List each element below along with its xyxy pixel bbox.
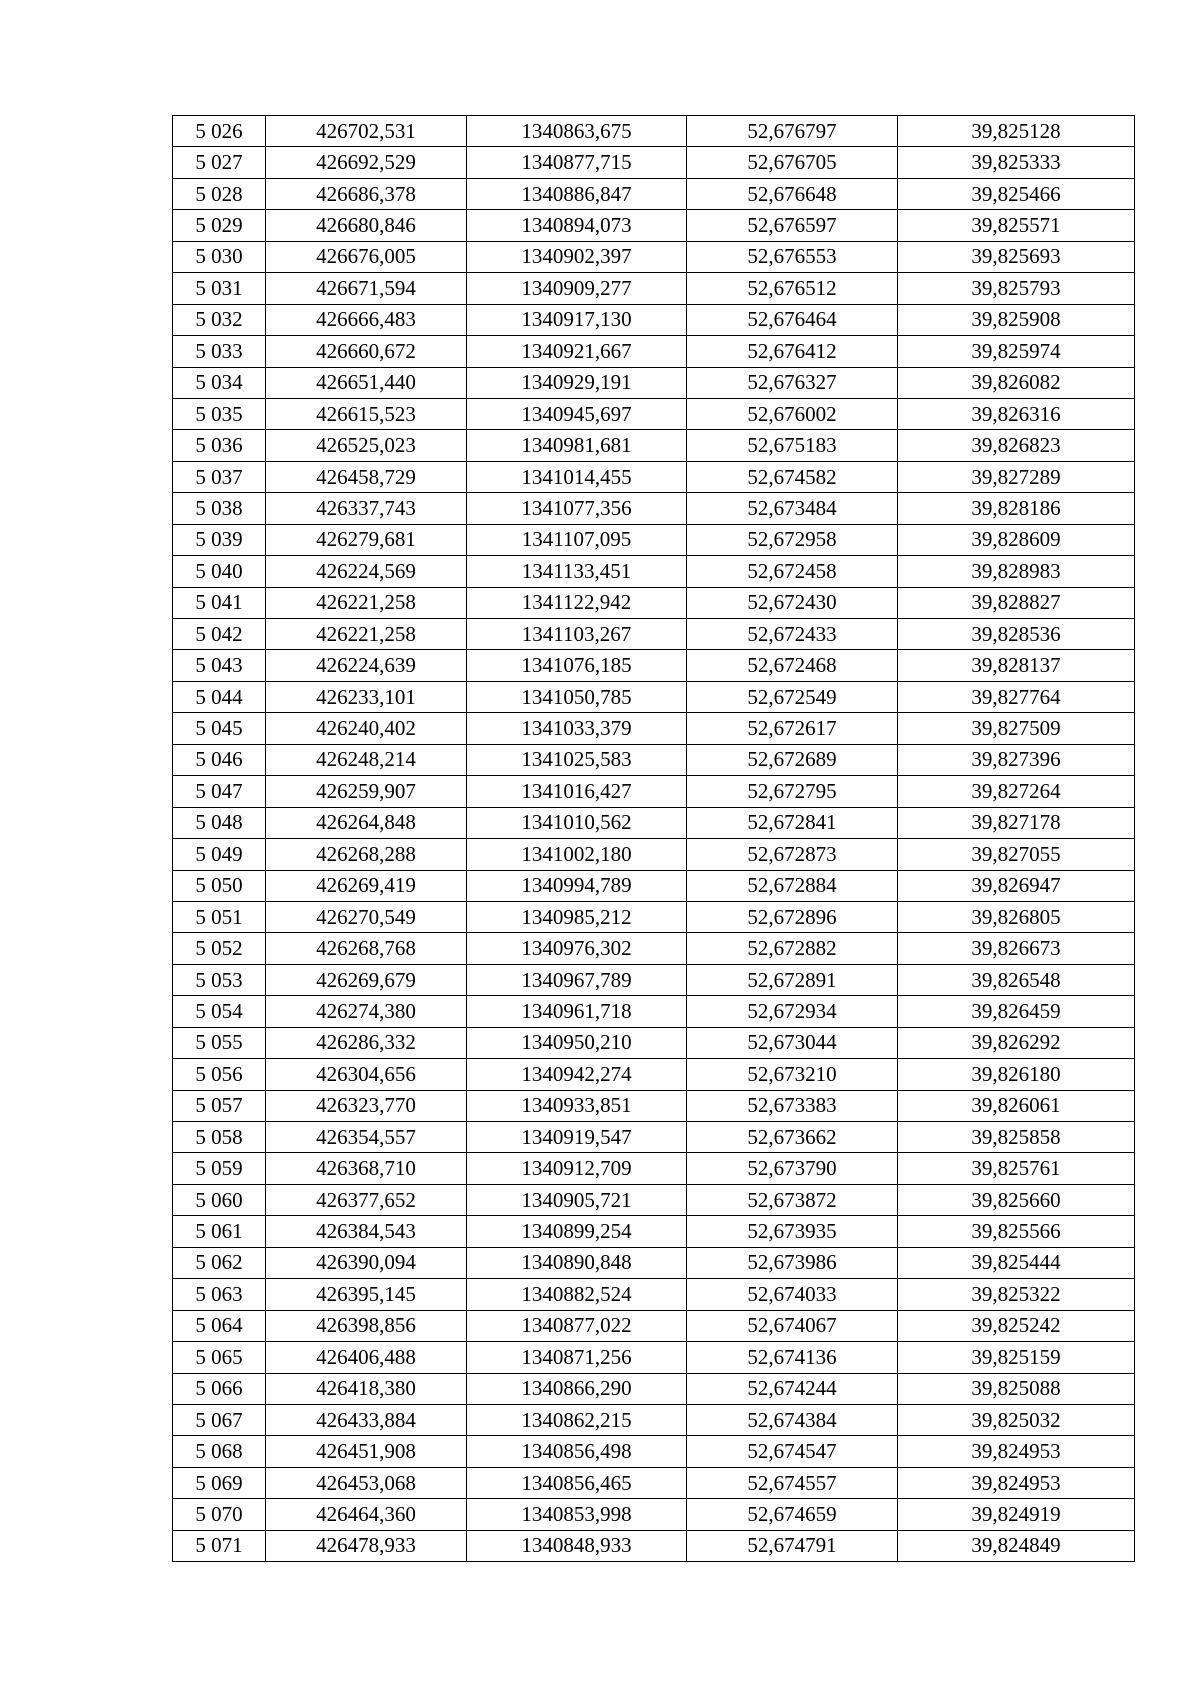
y-coordinate-cell: 1340877,022 [467, 1310, 687, 1341]
y-coordinate-cell: 1340981,681 [467, 430, 687, 461]
y-coordinate-cell: 1340862,215 [467, 1404, 687, 1435]
y-coordinate-cell: 1340899,254 [467, 1216, 687, 1247]
point-number-cell: 5 045 [173, 713, 266, 744]
y-coordinate-cell: 1340848,933 [467, 1530, 687, 1561]
point-number-cell: 5 070 [173, 1499, 266, 1530]
point-number-cell: 5 031 [173, 273, 266, 304]
y-coordinate-cell: 1340929,191 [467, 367, 687, 398]
longitude-cell: 39,826548 [898, 964, 1135, 995]
longitude-cell: 39,825858 [898, 1122, 1135, 1153]
x-coordinate-cell: 426269,679 [266, 964, 467, 995]
y-coordinate-cell: 1340863,675 [467, 116, 687, 147]
longitude-cell: 39,826459 [898, 996, 1135, 1027]
latitude-cell: 52,673210 [687, 1059, 898, 1090]
latitude-cell: 52,674033 [687, 1279, 898, 1310]
table-row [173, 964, 1135, 995]
longitude-cell: 39,827264 [898, 776, 1135, 807]
x-coordinate-cell: 426377,652 [266, 1184, 467, 1215]
x-coordinate-cell: 426233,101 [266, 681, 467, 712]
latitude-cell: 52,672433 [687, 619, 898, 650]
longitude-cell: 39,825032 [898, 1404, 1135, 1435]
x-coordinate-cell: 426337,743 [266, 493, 467, 524]
y-coordinate-cell: 1340912,709 [467, 1153, 687, 1184]
x-coordinate-cell: 426240,402 [266, 713, 467, 744]
latitude-cell: 52,673935 [687, 1216, 898, 1247]
table-row [173, 1090, 1135, 1121]
y-coordinate-cell: 1341002,180 [467, 839, 687, 870]
latitude-cell: 52,674067 [687, 1310, 898, 1341]
table-row [173, 1404, 1135, 1435]
table-row [173, 524, 1135, 555]
latitude-cell: 52,676512 [687, 273, 898, 304]
y-coordinate-cell: 1341077,356 [467, 493, 687, 524]
x-coordinate-cell: 426274,380 [266, 996, 467, 1027]
latitude-cell: 52,676648 [687, 178, 898, 209]
point-number-cell: 5 056 [173, 1059, 266, 1090]
table-row [173, 744, 1135, 775]
x-coordinate-cell: 426406,488 [266, 1342, 467, 1373]
x-coordinate-cell: 426224,569 [266, 556, 467, 587]
coordinates-table [172, 115, 1135, 1562]
longitude-cell: 39,825088 [898, 1373, 1135, 1404]
longitude-cell: 39,825660 [898, 1184, 1135, 1215]
latitude-cell: 52,674244 [687, 1373, 898, 1404]
y-coordinate-cell: 1340856,498 [467, 1436, 687, 1467]
y-coordinate-cell: 1340919,547 [467, 1122, 687, 1153]
latitude-cell: 52,676705 [687, 147, 898, 178]
longitude-cell: 39,825466 [898, 178, 1135, 209]
table-row [173, 996, 1135, 1027]
longitude-cell: 39,825159 [898, 1342, 1135, 1373]
table-row [173, 776, 1135, 807]
latitude-cell: 52,673662 [687, 1122, 898, 1153]
x-coordinate-cell: 426660,672 [266, 336, 467, 367]
latitude-cell: 52,673484 [687, 493, 898, 524]
longitude-cell: 39,825128 [898, 116, 1135, 147]
latitude-cell: 52,674547 [687, 1436, 898, 1467]
table-row [173, 1122, 1135, 1153]
y-coordinate-cell: 1340905,721 [467, 1184, 687, 1215]
x-coordinate-cell: 426692,529 [266, 147, 467, 178]
longitude-cell: 39,825566 [898, 1216, 1135, 1247]
x-coordinate-cell: 426458,729 [266, 461, 467, 492]
point-number-cell: 5 063 [173, 1279, 266, 1310]
point-number-cell: 5 064 [173, 1310, 266, 1341]
table-row [173, 587, 1135, 618]
x-coordinate-cell: 426270,549 [266, 901, 467, 932]
longitude-cell: 39,824953 [898, 1467, 1135, 1498]
x-coordinate-cell: 426680,846 [266, 210, 467, 241]
x-coordinate-cell: 426269,419 [266, 870, 467, 901]
point-number-cell: 5 047 [173, 776, 266, 807]
table-row [173, 367, 1135, 398]
x-coordinate-cell: 426676,005 [266, 241, 467, 272]
y-coordinate-cell: 1340961,718 [467, 996, 687, 1027]
y-coordinate-cell: 1340886,847 [467, 178, 687, 209]
y-coordinate-cell: 1341010,562 [467, 807, 687, 838]
latitude-cell: 52,674136 [687, 1342, 898, 1373]
longitude-cell: 39,828609 [898, 524, 1135, 555]
longitude-cell: 39,827289 [898, 461, 1135, 492]
x-coordinate-cell: 426464,360 [266, 1499, 467, 1530]
x-coordinate-cell: 426384,543 [266, 1216, 467, 1247]
latitude-cell: 52,672896 [687, 901, 898, 932]
longitude-cell: 39,825974 [898, 336, 1135, 367]
y-coordinate-cell: 1341033,379 [467, 713, 687, 744]
y-coordinate-cell: 1340945,697 [467, 398, 687, 429]
point-number-cell: 5 052 [173, 933, 266, 964]
x-coordinate-cell: 426433,884 [266, 1404, 467, 1435]
longitude-cell: 39,826673 [898, 933, 1135, 964]
y-coordinate-cell: 1341076,185 [467, 650, 687, 681]
y-coordinate-cell: 1341014,455 [467, 461, 687, 492]
latitude-cell: 52,676327 [687, 367, 898, 398]
table-row [173, 147, 1135, 178]
x-coordinate-cell: 426390,094 [266, 1247, 467, 1278]
longitude-cell: 39,826316 [898, 398, 1135, 429]
x-coordinate-cell: 426279,681 [266, 524, 467, 555]
table-row [173, 336, 1135, 367]
longitude-cell: 39,827396 [898, 744, 1135, 775]
x-coordinate-cell: 426702,531 [266, 116, 467, 147]
longitude-cell: 39,827509 [898, 713, 1135, 744]
table-row [173, 1184, 1135, 1215]
longitude-cell: 39,826292 [898, 1027, 1135, 1058]
table-row [173, 1436, 1135, 1467]
longitude-cell: 39,828137 [898, 650, 1135, 681]
table-row [173, 1216, 1135, 1247]
latitude-cell: 52,672882 [687, 933, 898, 964]
latitude-cell: 52,673872 [687, 1184, 898, 1215]
longitude-cell: 39,826947 [898, 870, 1135, 901]
point-number-cell: 5 036 [173, 430, 266, 461]
x-coordinate-cell: 426268,288 [266, 839, 467, 870]
point-number-cell: 5 061 [173, 1216, 266, 1247]
y-coordinate-cell: 1340882,524 [467, 1279, 687, 1310]
point-number-cell: 5 050 [173, 870, 266, 901]
table-row [173, 681, 1135, 712]
longitude-cell: 39,825333 [898, 147, 1135, 178]
point-number-cell: 5 053 [173, 964, 266, 995]
y-coordinate-cell: 1340994,789 [467, 870, 687, 901]
x-coordinate-cell: 426615,523 [266, 398, 467, 429]
latitude-cell: 52,676553 [687, 241, 898, 272]
table-row [173, 556, 1135, 587]
point-number-cell: 5 046 [173, 744, 266, 775]
point-number-cell: 5 068 [173, 1436, 266, 1467]
latitude-cell: 52,672958 [687, 524, 898, 555]
point-number-cell: 5 037 [173, 461, 266, 492]
point-number-cell: 5 044 [173, 681, 266, 712]
latitude-cell: 52,676002 [687, 398, 898, 429]
x-coordinate-cell: 426651,440 [266, 367, 467, 398]
table-row [173, 1310, 1135, 1341]
point-number-cell: 5 048 [173, 807, 266, 838]
y-coordinate-cell: 1340877,715 [467, 147, 687, 178]
point-number-cell: 5 066 [173, 1373, 266, 1404]
longitude-cell: 39,827764 [898, 681, 1135, 712]
table-row [173, 1530, 1135, 1561]
latitude-cell: 52,674659 [687, 1499, 898, 1530]
point-number-cell: 5 043 [173, 650, 266, 681]
longitude-cell: 39,828186 [898, 493, 1135, 524]
longitude-cell: 39,826180 [898, 1059, 1135, 1090]
x-coordinate-cell: 426354,557 [266, 1122, 467, 1153]
latitude-cell: 52,673790 [687, 1153, 898, 1184]
latitude-cell: 52,673986 [687, 1247, 898, 1278]
x-coordinate-cell: 426478,933 [266, 1530, 467, 1561]
latitude-cell: 52,674791 [687, 1530, 898, 1561]
point-number-cell: 5 041 [173, 587, 266, 618]
table-row [173, 1059, 1135, 1090]
latitude-cell: 52,676597 [687, 210, 898, 241]
longitude-cell: 39,827178 [898, 807, 1135, 838]
table-row [173, 1153, 1135, 1184]
y-coordinate-cell: 1341050,785 [467, 681, 687, 712]
y-coordinate-cell: 1340921,667 [467, 336, 687, 367]
table-row [173, 933, 1135, 964]
latitude-cell: 52,676412 [687, 336, 898, 367]
x-coordinate-cell: 426398,856 [266, 1310, 467, 1341]
x-coordinate-cell: 426221,258 [266, 587, 467, 618]
latitude-cell: 52,674557 [687, 1467, 898, 1498]
latitude-cell: 52,672549 [687, 681, 898, 712]
x-coordinate-cell: 426248,214 [266, 744, 467, 775]
latitude-cell: 52,676797 [687, 116, 898, 147]
table-row [173, 116, 1135, 147]
latitude-cell: 52,673044 [687, 1027, 898, 1058]
longitude-cell: 39,827055 [898, 839, 1135, 870]
y-coordinate-cell: 1340856,465 [467, 1467, 687, 1498]
longitude-cell: 39,825322 [898, 1279, 1135, 1310]
point-number-cell: 5 035 [173, 398, 266, 429]
longitude-cell: 39,825444 [898, 1247, 1135, 1278]
table-row [173, 461, 1135, 492]
point-number-cell: 5 059 [173, 1153, 266, 1184]
longitude-cell: 39,825761 [898, 1153, 1135, 1184]
point-number-cell: 5 040 [173, 556, 266, 587]
table-row [173, 1247, 1135, 1278]
table-row [173, 713, 1135, 744]
longitude-cell: 39,826082 [898, 367, 1135, 398]
y-coordinate-cell: 1340976,302 [467, 933, 687, 964]
latitude-cell: 52,674384 [687, 1404, 898, 1435]
y-coordinate-cell: 1340894,073 [467, 210, 687, 241]
latitude-cell: 52,672458 [687, 556, 898, 587]
table-row [173, 619, 1135, 650]
point-number-cell: 5 055 [173, 1027, 266, 1058]
point-number-cell: 5 058 [173, 1122, 266, 1153]
latitude-cell: 52,672468 [687, 650, 898, 681]
x-coordinate-cell: 426268,768 [266, 933, 467, 964]
point-number-cell: 5 030 [173, 241, 266, 272]
longitude-cell: 39,825793 [898, 273, 1135, 304]
x-coordinate-cell: 426666,483 [266, 304, 467, 335]
table-row [173, 1342, 1135, 1373]
x-coordinate-cell: 426221,258 [266, 619, 467, 650]
table-row [173, 650, 1135, 681]
x-coordinate-cell: 426368,710 [266, 1153, 467, 1184]
point-number-cell: 5 069 [173, 1467, 266, 1498]
table-row [173, 1467, 1135, 1498]
x-coordinate-cell: 426304,656 [266, 1059, 467, 1090]
longitude-cell: 39,826823 [898, 430, 1135, 461]
latitude-cell: 52,672873 [687, 839, 898, 870]
longitude-cell: 39,824849 [898, 1530, 1135, 1561]
coordinates-table-body [173, 116, 1135, 1562]
longitude-cell: 39,825242 [898, 1310, 1135, 1341]
point-number-cell: 5 054 [173, 996, 266, 1027]
table-row [173, 273, 1135, 304]
table-row [173, 1027, 1135, 1058]
y-coordinate-cell: 1340985,212 [467, 901, 687, 932]
point-number-cell: 5 065 [173, 1342, 266, 1373]
y-coordinate-cell: 1340890,848 [467, 1247, 687, 1278]
point-number-cell: 5 029 [173, 210, 266, 241]
latitude-cell: 52,674582 [687, 461, 898, 492]
table-row [173, 1279, 1135, 1310]
longitude-cell: 39,828983 [898, 556, 1135, 587]
longitude-cell: 39,826805 [898, 901, 1135, 932]
table-row [173, 430, 1135, 461]
x-coordinate-cell: 426395,145 [266, 1279, 467, 1310]
point-number-cell: 5 049 [173, 839, 266, 870]
table-row [173, 241, 1135, 272]
table-row [173, 493, 1135, 524]
y-coordinate-cell: 1340933,851 [467, 1090, 687, 1121]
latitude-cell: 52,672891 [687, 964, 898, 995]
table-row [173, 901, 1135, 932]
longitude-cell: 39,824919 [898, 1499, 1135, 1530]
y-coordinate-cell: 1341133,451 [467, 556, 687, 587]
y-coordinate-cell: 1340942,274 [467, 1059, 687, 1090]
point-number-cell: 5 071 [173, 1530, 266, 1561]
x-coordinate-cell: 426453,068 [266, 1467, 467, 1498]
longitude-cell: 39,825693 [898, 241, 1135, 272]
point-number-cell: 5 028 [173, 178, 266, 209]
table-row [173, 1499, 1135, 1530]
latitude-cell: 52,672795 [687, 776, 898, 807]
y-coordinate-cell: 1340909,277 [467, 273, 687, 304]
point-number-cell: 5 057 [173, 1090, 266, 1121]
table-row [173, 1373, 1135, 1404]
y-coordinate-cell: 1341025,583 [467, 744, 687, 775]
table-row [173, 839, 1135, 870]
latitude-cell: 52,676464 [687, 304, 898, 335]
y-coordinate-cell: 1341107,095 [467, 524, 687, 555]
point-number-cell: 5 042 [173, 619, 266, 650]
x-coordinate-cell: 426224,639 [266, 650, 467, 681]
y-coordinate-cell: 1341122,942 [467, 587, 687, 618]
latitude-cell: 52,675183 [687, 430, 898, 461]
y-coordinate-cell: 1340871,256 [467, 1342, 687, 1373]
point-number-cell: 5 032 [173, 304, 266, 335]
point-number-cell: 5 027 [173, 147, 266, 178]
y-coordinate-cell: 1340950,210 [467, 1027, 687, 1058]
longitude-cell: 39,828827 [898, 587, 1135, 618]
y-coordinate-cell: 1340917,130 [467, 304, 687, 335]
x-coordinate-cell: 426686,378 [266, 178, 467, 209]
latitude-cell: 52,672884 [687, 870, 898, 901]
x-coordinate-cell: 426451,908 [266, 1436, 467, 1467]
table-row [173, 398, 1135, 429]
y-coordinate-cell: 1340902,397 [467, 241, 687, 272]
y-coordinate-cell: 1340967,789 [467, 964, 687, 995]
x-coordinate-cell: 426671,594 [266, 273, 467, 304]
table-row [173, 807, 1135, 838]
x-coordinate-cell: 426286,332 [266, 1027, 467, 1058]
table-row [173, 304, 1135, 335]
x-coordinate-cell: 426259,907 [266, 776, 467, 807]
longitude-cell: 39,828536 [898, 619, 1135, 650]
point-number-cell: 5 062 [173, 1247, 266, 1278]
x-coordinate-cell: 426525,023 [266, 430, 467, 461]
longitude-cell: 39,825571 [898, 210, 1135, 241]
y-coordinate-cell: 1341016,427 [467, 776, 687, 807]
point-number-cell: 5 026 [173, 116, 266, 147]
latitude-cell: 52,672430 [687, 587, 898, 618]
table-row [173, 178, 1135, 209]
y-coordinate-cell: 1340866,290 [467, 1373, 687, 1404]
point-number-cell: 5 067 [173, 1404, 266, 1435]
latitude-cell: 52,672934 [687, 996, 898, 1027]
point-number-cell: 5 038 [173, 493, 266, 524]
point-number-cell: 5 051 [173, 901, 266, 932]
point-number-cell: 5 039 [173, 524, 266, 555]
latitude-cell: 52,673383 [687, 1090, 898, 1121]
table-row [173, 210, 1135, 241]
y-coordinate-cell: 1341103,267 [467, 619, 687, 650]
x-coordinate-cell: 426418,380 [266, 1373, 467, 1404]
latitude-cell: 52,672689 [687, 744, 898, 775]
y-coordinate-cell: 1340853,998 [467, 1499, 687, 1530]
longitude-cell: 39,824953 [898, 1436, 1135, 1467]
x-coordinate-cell: 426323,770 [266, 1090, 467, 1121]
table-row [173, 870, 1135, 901]
longitude-cell: 39,826061 [898, 1090, 1135, 1121]
point-number-cell: 5 060 [173, 1184, 266, 1215]
x-coordinate-cell: 426264,848 [266, 807, 467, 838]
point-number-cell: 5 033 [173, 336, 266, 367]
latitude-cell: 52,672841 [687, 807, 898, 838]
longitude-cell: 39,825908 [898, 304, 1135, 335]
point-number-cell: 5 034 [173, 367, 266, 398]
latitude-cell: 52,672617 [687, 713, 898, 744]
